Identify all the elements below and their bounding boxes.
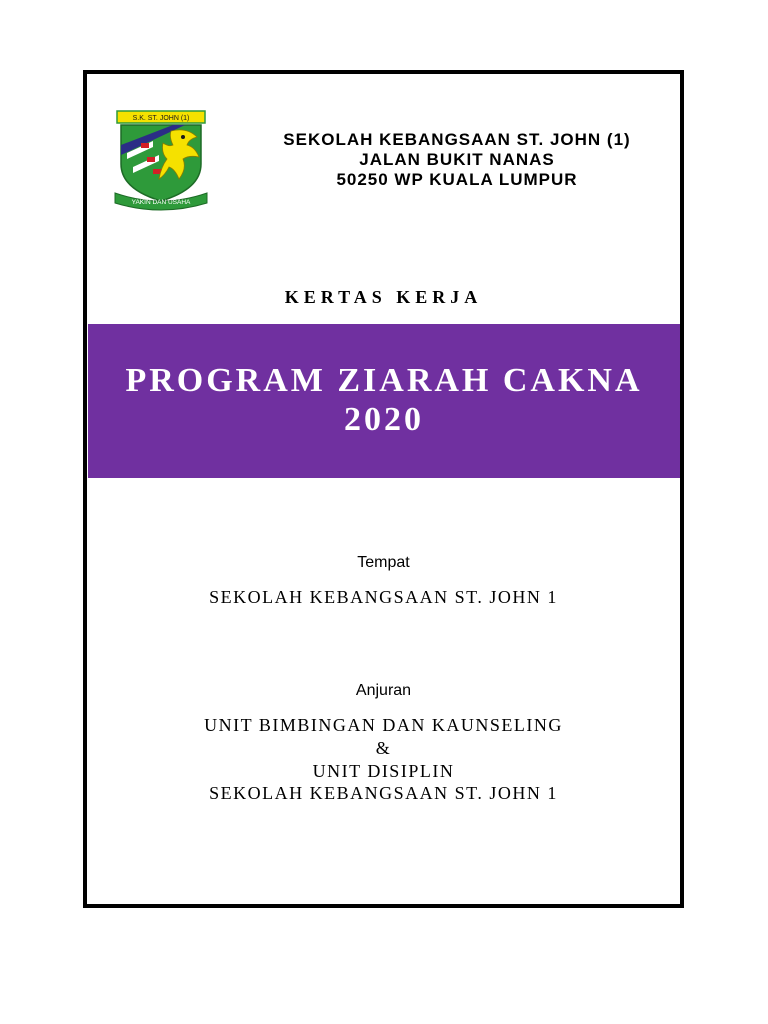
page-border-frame — [83, 70, 684, 908]
school-name: SEKOLAH KEBANGSAAN ST. JOHN (1) — [283, 130, 631, 149]
organizer-line-4: SEKOLAH KEBANGSAAN ST. JOHN 1 — [209, 783, 558, 803]
title-banner — [88, 324, 680, 478]
organizer-label: Anjuran — [355, 682, 412, 699]
logo-banner-text: S.K. ST. JOHN (1) — [132, 115, 190, 122]
school-header — [237, 130, 677, 190]
organizer-line-3: UNIT DISIPLIN — [312, 761, 455, 781]
school-crest-logo — [113, 109, 209, 211]
title-line-1: PROGRAM ZIARAH CAKNA — [125, 362, 643, 399]
organizer-ampersand: & — [375, 738, 392, 758]
venue-value: SEKOLAH KEBANGSAAN ST. JOHN 1 — [209, 587, 558, 607]
venue-label: Tempat — [357, 554, 410, 571]
organizer-line-1: UNIT BIMBINGAN DAN KAUNSELING — [204, 715, 563, 735]
logo-motto-text: YAKIN DAN USAHA — [131, 199, 191, 206]
school-street: JALAN BUKIT NANAS — [359, 150, 555, 169]
title-line-2: 2020 — [344, 401, 424, 438]
document-type: KERTAS KERJA — [284, 287, 483, 307]
school-city: 50250 WP KUALA LUMPUR — [336, 170, 578, 189]
